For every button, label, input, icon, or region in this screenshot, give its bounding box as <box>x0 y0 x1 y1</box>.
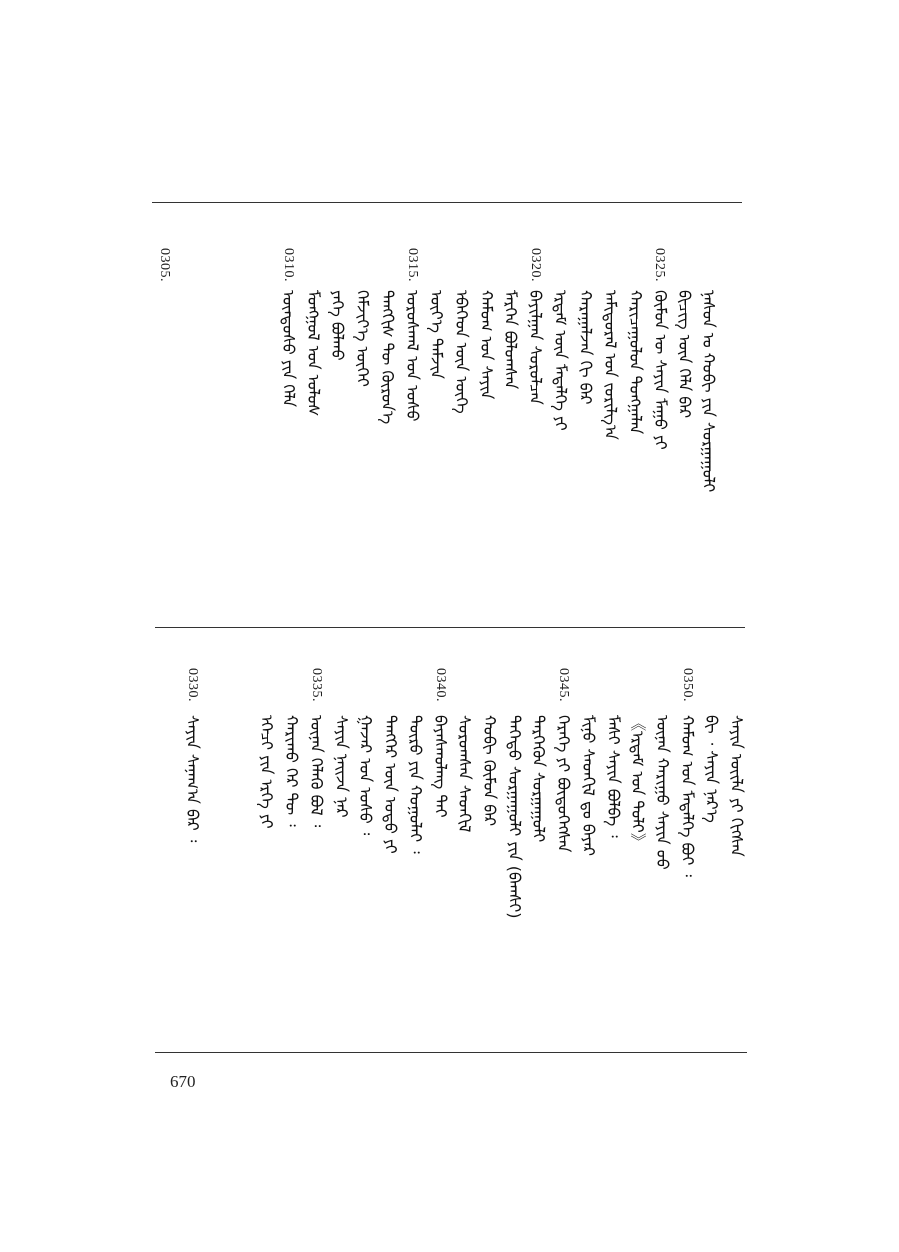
text-column: ᠭᠠᠵᠠᠷ ᠤᠨ ᠤᠰᠤ ᠄ <box>356 715 375 836</box>
text-column: ᠮᠤᠩᠭᠤᠯ ᠤᠨ ᠤᠯᠤᠰ <box>304 290 323 417</box>
text-column: ᠤᠷᠤᠰᠬᠠᠯ ᠤᠨ ᠤᠰᠤ <box>403 290 422 422</box>
text-column: ᠲᠦᠷᠦ ᠶᠢᠨ ᠬᠤᠭᠤᠯᠠᠢ ᠄ <box>406 715 425 854</box>
text-column: ᠦᠨᠡᠨ ᠬᠠᠷᠢᠭᠤ ᠰᠠᠶᠢᠨ ᠤᠤ <box>653 715 672 870</box>
text-column: ᠬᠠᠷᠠᠭᠠᠯᠵᠠᠨ ᠬᠢ ᠪᠡᠷ <box>576 290 595 405</box>
text-column: ᠦᠨᠡᠨ ᠬᠡᠯᠡᠬᠦ ᠪᠤᠯ ᠄ <box>307 715 326 828</box>
top-rule <box>152 202 742 203</box>
text-column: ᠮᠠᠰᠢ ᠰᠠᠶᠢᠨ ᠪᠤᠯᠪᠠ ᠄ <box>604 715 623 838</box>
text-column: ᠪᠢ ᠂ ᠰᠠᠶᠢᠨ ᠨᠡᠷ᠎ᠡ <box>702 715 721 823</box>
text-column: ᠠᠮᠢᠳᠤᠷᠠᠯ ᠤᠨ ᠵᠣᠷᠢᠯᠭ᠎ᠠ <box>601 290 620 440</box>
text-column: ᠲᠡᠷᠭᠡᠭᠦᠨ ᠰᠤᠷᠭᠠᠭᠤᠯᠢ <box>529 715 548 843</box>
text-column: ᠰᠠᠶᠢᠨ ᠨᠠᠢᠵᠠ ᠨᠠᠷ <box>332 715 351 818</box>
page-number: 670 <box>170 1072 196 1091</box>
text-column: ᠮᠡᠷᠭᠡᠨ ᠪᠤᠯᠤᠭᠰᠠᠨ <box>501 290 520 390</box>
text-column: ᠡᠷᠳᠡᠮ ᠦᠨ ᠮᠡᠳᠡᠯᠭᠡ ᠶᠢ <box>551 290 570 431</box>
text-column: 《ᠡᠷᠳᠡᠮ ᠤᠨ ᠲᠤᠯᠢ》 <box>628 715 647 849</box>
text-column: ᠡᠭᠡᠴᠢ ᠶᠢᠨ ᠡᠷᠬᠡ ᠶᠢ <box>257 715 276 829</box>
line-number: 0330. <box>185 668 200 702</box>
line-number: 0325. <box>652 248 667 282</box>
text-column: ᠦᠨᠳᠦᠰᠦ ᠶᠢᠨ ᠬᠡᠯᠡ <box>279 290 298 408</box>
text-column: ᠰᠠᠶᠢᠨ ᠦᠢᠯᠡ ᠶᠢ ᠬᠢᠭᠰᠡᠨ <box>727 715 746 857</box>
text-column: ᠬᠠᠷᠢᠬᠤ ᠭᠡᠷ ᠲᠦ ᠄ <box>282 715 301 827</box>
text-column: ᠶᠡᠬᠡ ᠪᠤᠯᠬᠤ <box>328 290 347 361</box>
text-column: ᠬᠤᠪᠢ ᠬᠦᠮᠦᠨ ᠪᠠᠷ <box>480 715 499 827</box>
line-number: 0320. <box>528 248 543 282</box>
text-column: ᠨᠠᠰᠤᠨ ᠤ ᠬᠤᠪᠢ ᠶᠢᠨ ᠰᠤᠷᠭᠠᠭᠤᠯᠢ <box>699 290 718 493</box>
text-column: ᠲᠡᠩᠭᠢᠰ ᠲᠦ ᠬᠦᠷᠦᠨ᠎ᠡ <box>378 290 397 425</box>
line-number: 0335. <box>309 668 324 702</box>
middle-rule <box>155 627 745 628</box>
line-number: 0315. <box>405 248 420 282</box>
line-number: 0340. <box>433 668 448 702</box>
line-number: 0310. <box>281 248 296 282</box>
text-column: ᠳᠡᠭᠡᠳᠦ ᠰᠤᠷᠭᠠᠭᠤᠯᠢ ᠶᠢᠨ (ᠪᠠᠭᠰᠢ) <box>505 715 524 919</box>
text-column: ᠪᠠᠶᠢᠯᠭᠠᠨ ᠰᠤᠷᠤᠯᠴᠠᠨ <box>526 290 545 405</box>
text-column: ᠬᠠᠮᠤᠭ ᠤᠨ ᠰᠠᠶᠢᠨ <box>477 290 496 400</box>
line-number: 0345. <box>556 668 571 702</box>
text-column: ᠪᠠᠶᠠᠰᠬᠤᠯᠠᠩ ᠲᠠᠢ <box>431 715 450 818</box>
text-column: ᠬᠡᠮᠵᠢᠶ᠎ᠡ ᠦᠭᠡᠢ <box>353 290 372 387</box>
text-column: ᠬᠡᠷᠡᠭᠡ ᠶᠢ ᠪᠦᠲᠦᠭᠡᠭᠰᠡᠨ <box>554 715 573 853</box>
bottom-rule <box>155 1052 747 1053</box>
text-column: ᠲᠡᠩᠭᠡᠷ ᠦᠨ ᠣᠳᠣ ᠶᠢ <box>381 715 400 854</box>
text-column: ᠰᠤᠷᠤᠭᠰᠠᠨ ᠰᠡᠳᠬᠢᠯ <box>455 715 474 833</box>
text-column: ᠬᠠᠮᠤᠭ ᠤᠨ ᠮᠡᠳᠡᠯᠭᠡ ᠪᠤᠢ ᠄ <box>678 715 697 877</box>
text-column: ᠬᠦᠮᠦᠨ ᠦ ᠰᠠᠶᠢᠨ ᠮᠠᠭᠤ ᠶᠢ <box>651 290 670 450</box>
line-number: 0350. <box>680 668 695 702</box>
text-column: ᠪᠢᠴᠢᠭ ᠦᠨ ᠬᠡᠯᠡ ᠪᠡᠷ <box>675 290 694 419</box>
text-column: ᠦᠶ᠎ᠡ ᠳᠠᠮᠵᠢᠨ <box>427 290 446 379</box>
line-number: 0305. <box>157 248 172 282</box>
text-column: ᠬᠠᠷᠢᠴᠠᠭᠤᠯᠤᠨ ᠲᠤᠩᠭᠠᠯᠠᠨ <box>626 290 645 435</box>
text-column: ᠮᠢᠨᠤ ᠰᠡᠳᠬᠢᠯ ᠳᠤ ᠪᠠᠶᠠᠷ <box>579 715 598 857</box>
text-column: ᠡᠪᠡᠭᠡᠳ ᠦᠨ ᠦᠭᠡ <box>452 290 471 414</box>
text-column: ᠰᠠᠶᠢᠨ ᠰᠠᠨᠠᠭ᠎ᠠ ᠪᠠᠷ ᠄ <box>183 715 202 843</box>
